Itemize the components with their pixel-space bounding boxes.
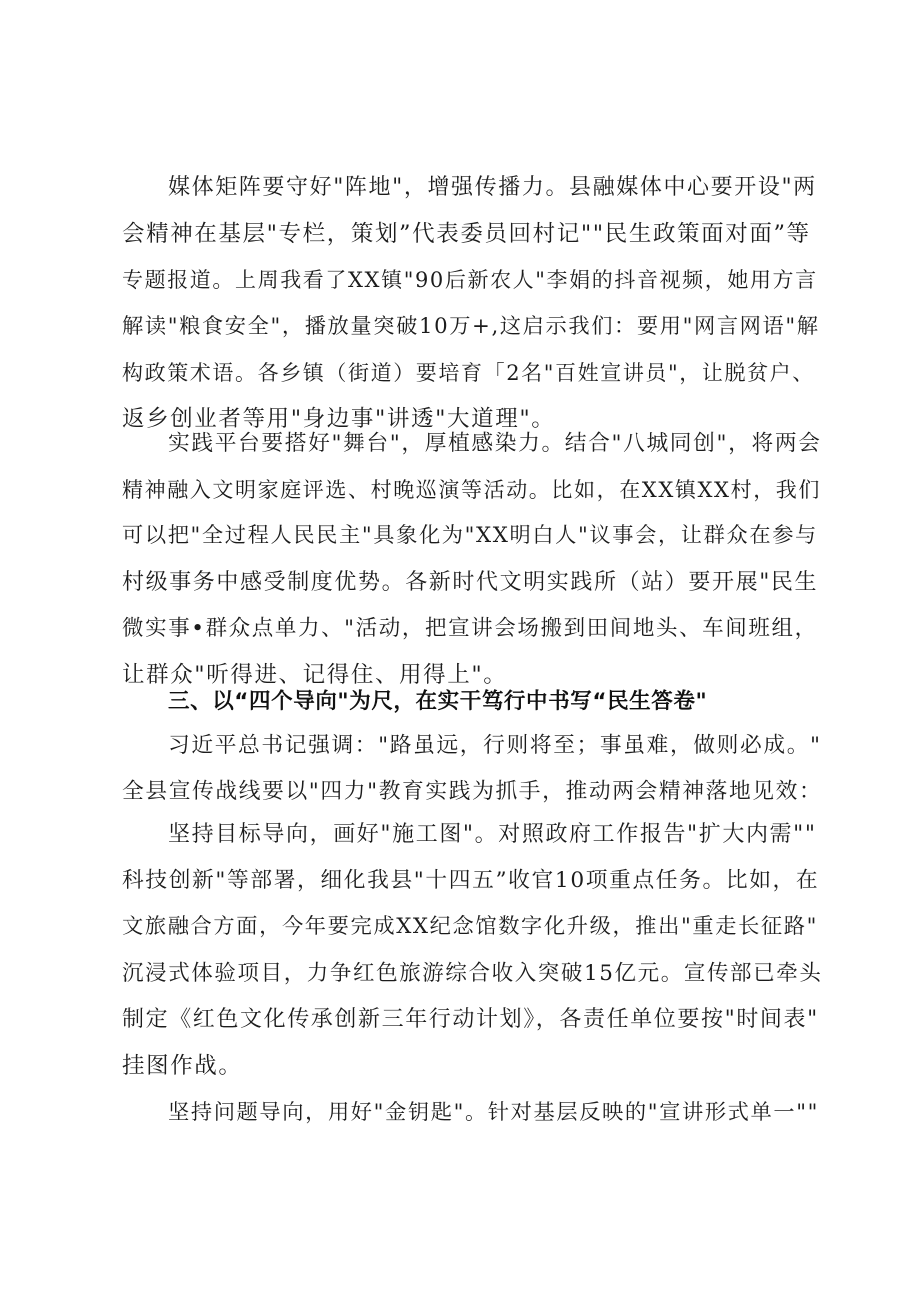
text-line: 文旅融合方面，今年要完成XX纪念馆数字化升级，推出"重走长征路" bbox=[122, 914, 819, 940]
text-line: 媒体矩阵要守好"阵地"，增强传播力。县融媒体中心要开设"两 bbox=[168, 175, 817, 200]
paragraph-goal-orientation bbox=[122, 812, 822, 1089]
text-line: 微实事•群众点单力、"活动，把宣讲会场搬到田间地头、车间班组， bbox=[122, 615, 818, 641]
text-line: 全县宣传战线要以"四力"教育实践为抓手，推动两会精神落地见效： bbox=[122, 779, 823, 805]
paragraph-practice-platform bbox=[122, 421, 822, 698]
text-line: 会精神在基层"专栏，策划”代表委员回村记""民生政策面对面”等 bbox=[122, 221, 811, 248]
text-line: 制定《红色文化传承创新三年行动计划》，各责任单位要按"时间表" bbox=[122, 1006, 819, 1032]
paragraph-problem-orientation bbox=[122, 1090, 822, 1136]
paragraph-media-matrix bbox=[122, 165, 822, 442]
text-line: 沉浸式体验项目，力争红色旅游综合收入突破15亿元。宣传部已牵头 bbox=[122, 960, 823, 986]
text-line: 习近平总书记强调："路虽远，行则将至；事虽难，做则必成。" bbox=[168, 733, 822, 758]
text-line: 让群众"听得进、记得住、用得上"。 bbox=[122, 662, 508, 689]
text-line: 构政策术语。各乡镇（街道）要培育「2名"百姓宣讲员"，让脱贫户、 bbox=[122, 360, 815, 385]
text-line: 挂图作战。 bbox=[122, 1053, 243, 1080]
text-line: 坚持问题导向，用好"金钥匙"。针对基层反映的"宣讲形式单一"" bbox=[168, 1100, 819, 1125]
text-line: 科技创新"等部署，细化我县"十四五”收官10项重点任务。比如，在 bbox=[122, 868, 820, 894]
text-line: 实践平台要搭好"舞台"，厚植感染力。结合"八城同创"，将两会 bbox=[168, 431, 822, 456]
text-line: 村级事务中感受制度优势。各新时代文明实践所（站）要开展"民生 bbox=[122, 569, 819, 595]
text-line: 坚持目标导向，画好"施工图"。对照政府工作报告"扩大内需"" bbox=[168, 822, 817, 847]
text-line: 精神融入文明家庭评选、村晚巡演等活动。比如，在XX镇XX村，我们 bbox=[122, 478, 821, 503]
text-line: 解读"粮食安全"，播放量突破10万+,这启示我们：要用"网言网语"解 bbox=[122, 313, 820, 339]
text-line: 返乡创业者等用"身边事"讲透"大道理"。 bbox=[122, 406, 556, 433]
section-heading: 三、以“四个导向"为尺，在实干笃行中书写“民生答卷" bbox=[168, 689, 708, 714]
paragraph-quote bbox=[122, 723, 822, 815]
text-line: 专题报道。上周我看了XX镇"90后新农人"李娟的抖音视频，她用方言 bbox=[122, 268, 818, 293]
text-line: 可以把"全过程人民民主"具象化为"XX明白人"议事会，让群众在参与 bbox=[122, 523, 818, 549]
